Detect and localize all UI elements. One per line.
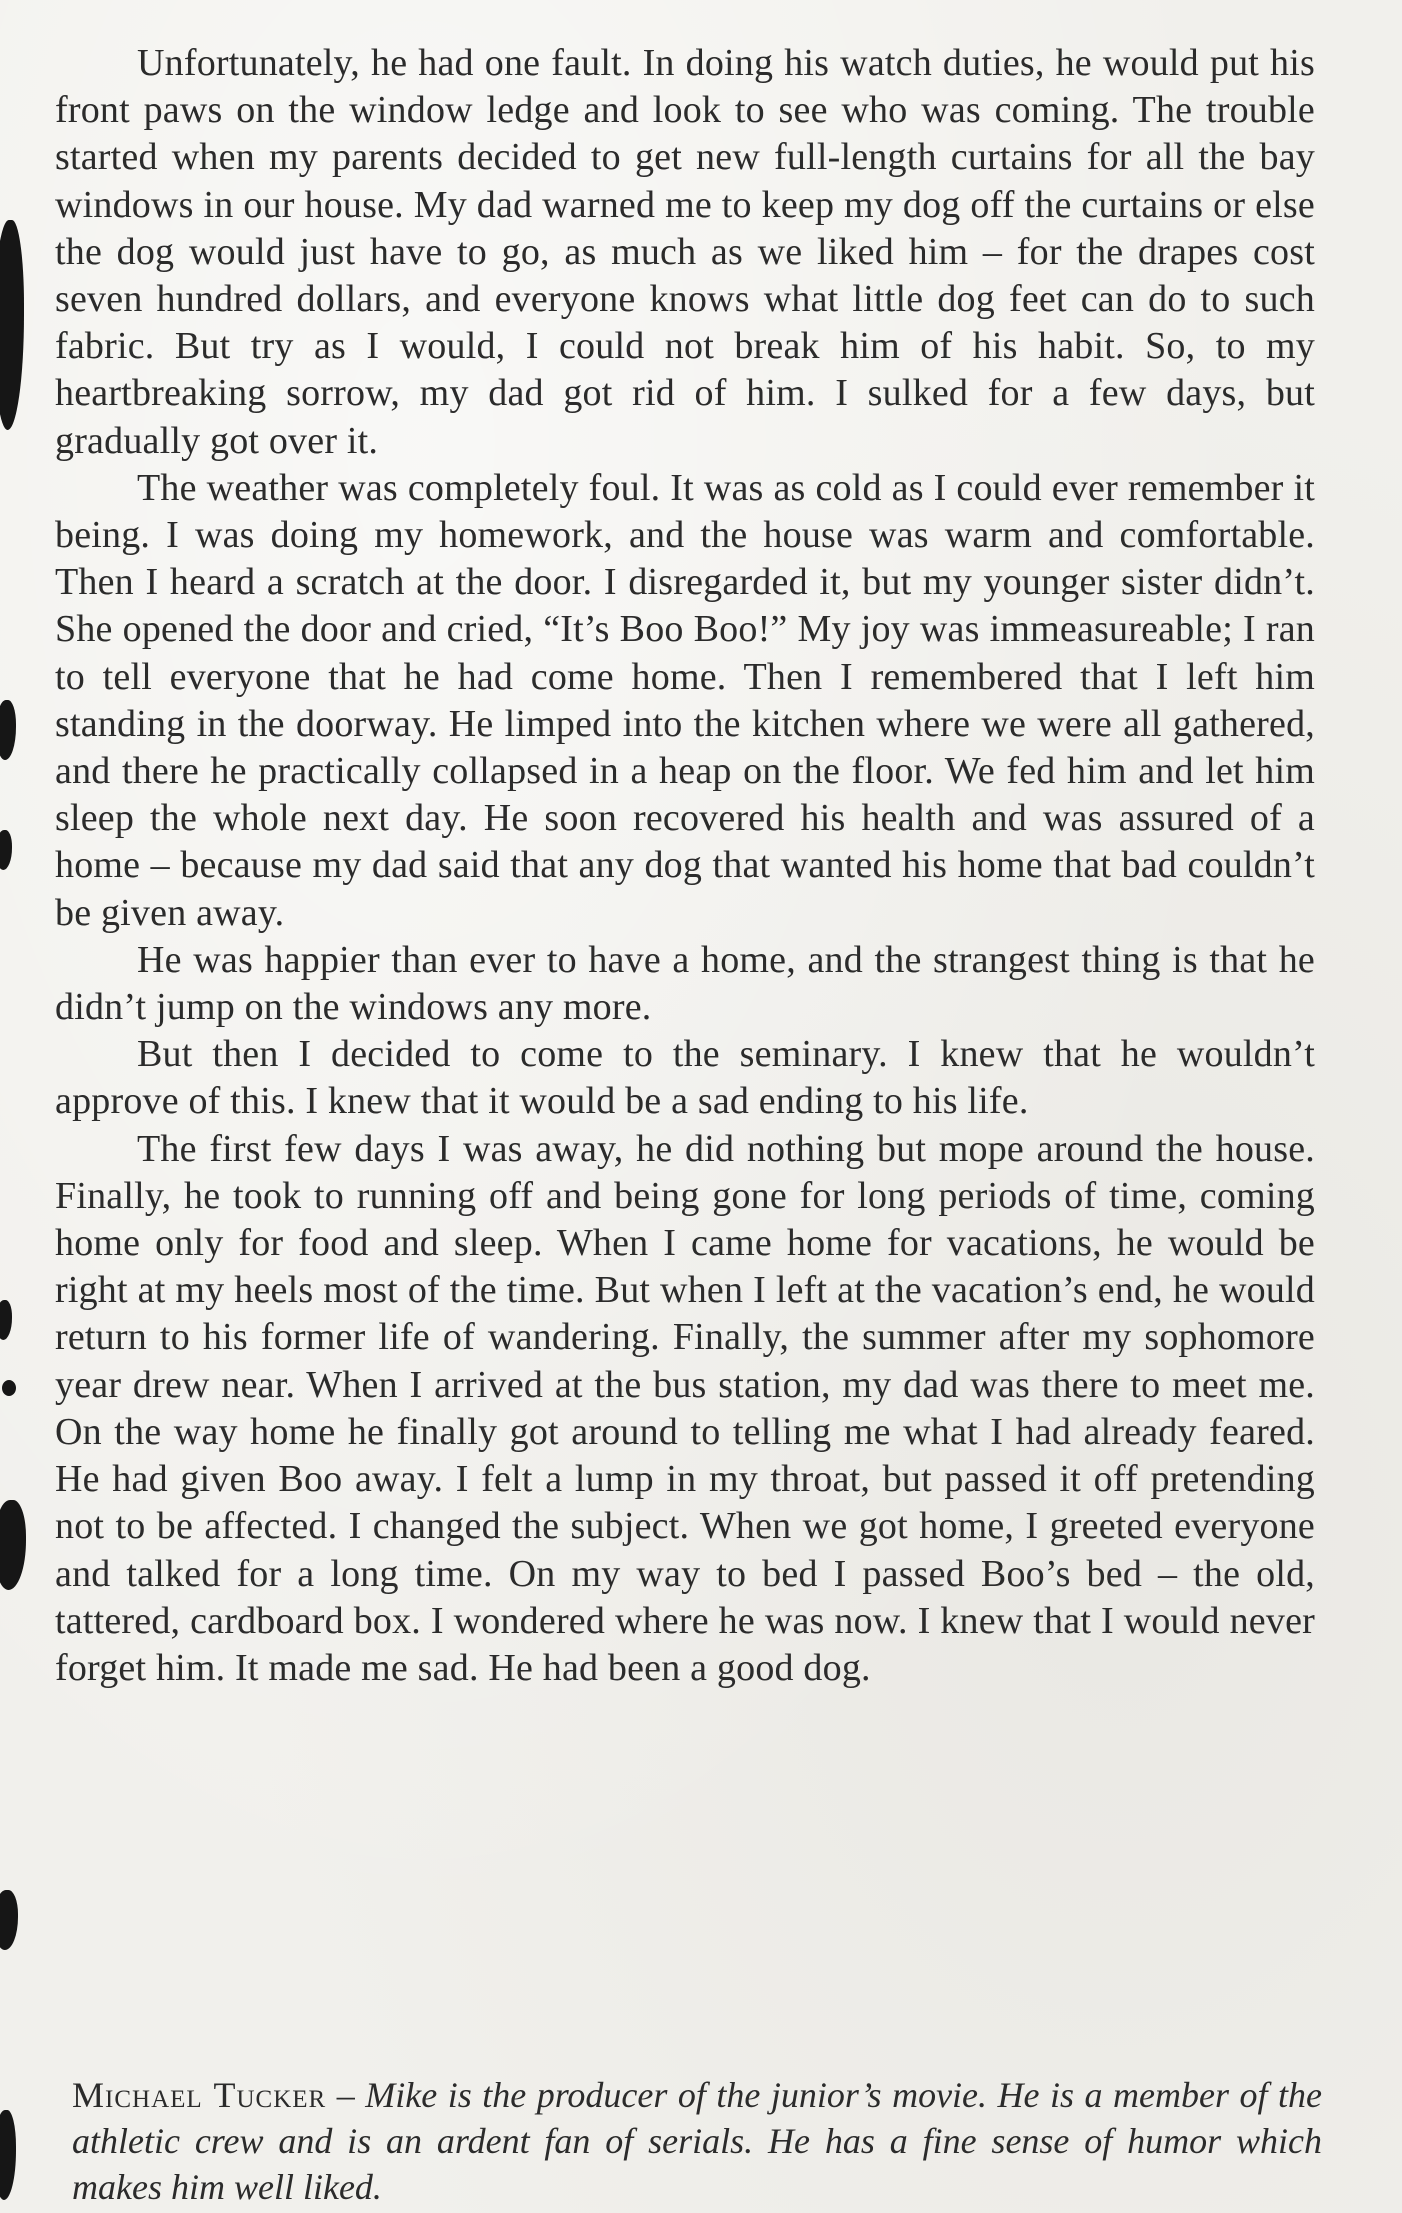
paragraph: Unfortunately, he had one fault. In doing his watch duties, he would put his front paws on the window ledge and look to see who was coming. The trouble started when my parents decided to get new full-length curtains for all the bay windows in our house. My dad warned me to keep my dog off the curtains or else the dog would just have to go, as much as we liked him – for the drapes cost seven hundred dollars, and everyone knows what little dog feet can do to such fabric. But try as I would, I could not break him of his habit. So, to my heartbreaking sorrow, my dad got rid of him. I sulked for a few days, but gradually got over it. <box>55 42 1315 462</box>
bio-dash: – <box>326 2075 366 2115</box>
author-name: Michael Tucker <box>72 2075 327 2115</box>
edge-blot <box>0 830 12 870</box>
edge-blot <box>0 220 24 430</box>
author-description: Mike is the producer of the junior’s movie. He is a member of the athletic crew and is an ardent fan of serials. He has a fine sense of humor which makes him well liked. <box>72 2075 1323 2207</box>
edge-blot <box>0 1500 26 1590</box>
edge-blot <box>0 1890 18 1950</box>
paragraph: He was happier than ever to have a home, and the strangest thing is that he didn’t jump on the windows any more. <box>55 938 1315 1029</box>
edge-blot <box>0 1300 12 1340</box>
author-bio <box>72 2072 1322 2210</box>
paragraph: But then I decided to come to the seminary. I knew that he wouldn’t approve of this. I knew that it would be a sad ending to his life. <box>55 1033 1315 1123</box>
edge-blot <box>0 700 16 760</box>
paragraph: The first few days I was away, he did nothing but mope around the house. Finally, he took to running off and being gone for long periods of time, coming home only for food and sleep. When I came home for vacations, he would be right at my heels most of the time. But when I left at the vacation’s end, he would return to his former life of wandering. Finally, the summer after my sophomore year drew near. When I arrived at the bus station, my dad was there to meet me. On the way home he finally got around to telling me what I had already feared. He had given Boo away. I felt a lump in my throat, but passed it off pretending not to be affected. I changed the subject. When we got home, I greeted everyone and talked for a long time. On my way to bed I passed Boo’s bed – the old, tattered, cardboard box. I wondered where he was now. I knew that I would never forget him. It made me sad. He had been a good dog. <box>55 1127 1315 1689</box>
article-body <box>55 40 1315 1692</box>
edge-blot <box>2 1380 16 1396</box>
paragraph: The weather was completely foul. It was as cold as I could ever remember it being. I was doing my homework, and the house was warm and comfortable. Then I heard a scratch at the door. I disregarded it, but my younger sister didn’t. She opened the door and cried, “It’s Boo Boo!” My joy was immeasureable; I ran to tell everyone that he had come home. Then I remembered that I left him standing in the doorway. He limped into the kitchen where we were all gathered, and there he practically collapsed in a heap on the floor. We fed him and let him sleep the whole next day. He soon recovered his health and was assured of a home – because my dad said that any dog that wanted his home that bad couldn’t be given away. <box>55 466 1315 934</box>
edge-blot <box>0 2110 16 2200</box>
